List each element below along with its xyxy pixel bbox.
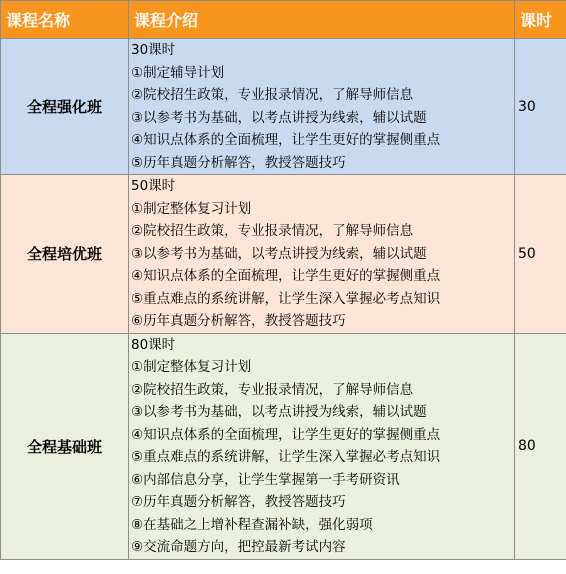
header-course-desc: 课程介绍 bbox=[129, 1, 515, 39]
desc-line: ④知识点体系的全面梳理，让学生更好的掌握侧重点 bbox=[131, 426, 441, 443]
desc-line: ①制定整体复习计划 bbox=[131, 200, 252, 217]
header-course-hours: 课时 bbox=[515, 1, 566, 39]
table-header-row bbox=[1, 1, 566, 39]
desc-line: 30课时 bbox=[131, 42, 176, 58]
desc-line: ⑤重点难点的系统讲解，让学生深入掌握必考点知识 bbox=[131, 290, 441, 307]
desc-line: ⑤重点难点的系统讲解，让学生深入掌握必考点知识 bbox=[131, 449, 441, 465]
desc-line: ③以参考书为基础，以考点讲授为线索，辅以试题 bbox=[131, 245, 427, 262]
desc-line: ①制定整体复习计划 bbox=[131, 359, 252, 375]
desc-line: ⑧在基础之上增补程查漏补缺，强化弱项 bbox=[131, 516, 373, 533]
desc-line: 50课时 bbox=[131, 178, 176, 194]
desc-line: ②院校招生政策，专业报录情况，了解导师信息 bbox=[131, 87, 414, 103]
table-row bbox=[1, 333, 566, 559]
course-name: 全程基础班 bbox=[1, 333, 129, 559]
desc-line: ⑥内部信息分享，让学生掌握第一手考研资讯 bbox=[131, 471, 400, 488]
desc-line: ⑨交流命题方向，把控最新考试内容 bbox=[131, 539, 346, 555]
course-name: 全程强化班 bbox=[1, 39, 129, 175]
desc-line: ①制定辅导计划 bbox=[131, 64, 225, 81]
desc-line: ④知识点体系的全面梳理，让学生更好的掌握侧重点 bbox=[131, 268, 441, 284]
course-desc bbox=[129, 175, 515, 334]
desc-line: ④知识点体系的全面梳理，让学生更好的掌握侧重点 bbox=[131, 132, 441, 148]
desc-line: 80课时 bbox=[131, 336, 176, 353]
table-row bbox=[1, 175, 566, 334]
desc-line: ③以参考书为基础，以考点讲授为线索，辅以试题 bbox=[131, 109, 427, 126]
course-name: 全程培优班 bbox=[1, 175, 129, 334]
table-row bbox=[1, 39, 566, 175]
course-hours: 30 bbox=[515, 39, 566, 175]
desc-line: ②院校招生政策，专业报录情况，了解导师信息 bbox=[131, 381, 414, 398]
desc-line: ②院校招生政策，专业报录情况，了解导师信息 bbox=[131, 223, 414, 239]
desc-line: ⑥历年真题分析解答，教授答题技巧 bbox=[131, 313, 346, 329]
course-hours: 50 bbox=[515, 175, 566, 334]
desc-line: ⑤历年真题分析解答，教授答题技巧 bbox=[131, 154, 346, 171]
desc-line: ③以参考书为基础，以考点讲授为线索，辅以试题 bbox=[131, 404, 427, 420]
course-desc bbox=[129, 39, 515, 175]
course-desc bbox=[129, 333, 515, 559]
header-course-name: 课程名称 bbox=[1, 1, 129, 39]
desc-line: ⑦历年真题分析解答，教授答题技巧 bbox=[131, 494, 346, 510]
course-hours: 80 bbox=[515, 333, 566, 559]
